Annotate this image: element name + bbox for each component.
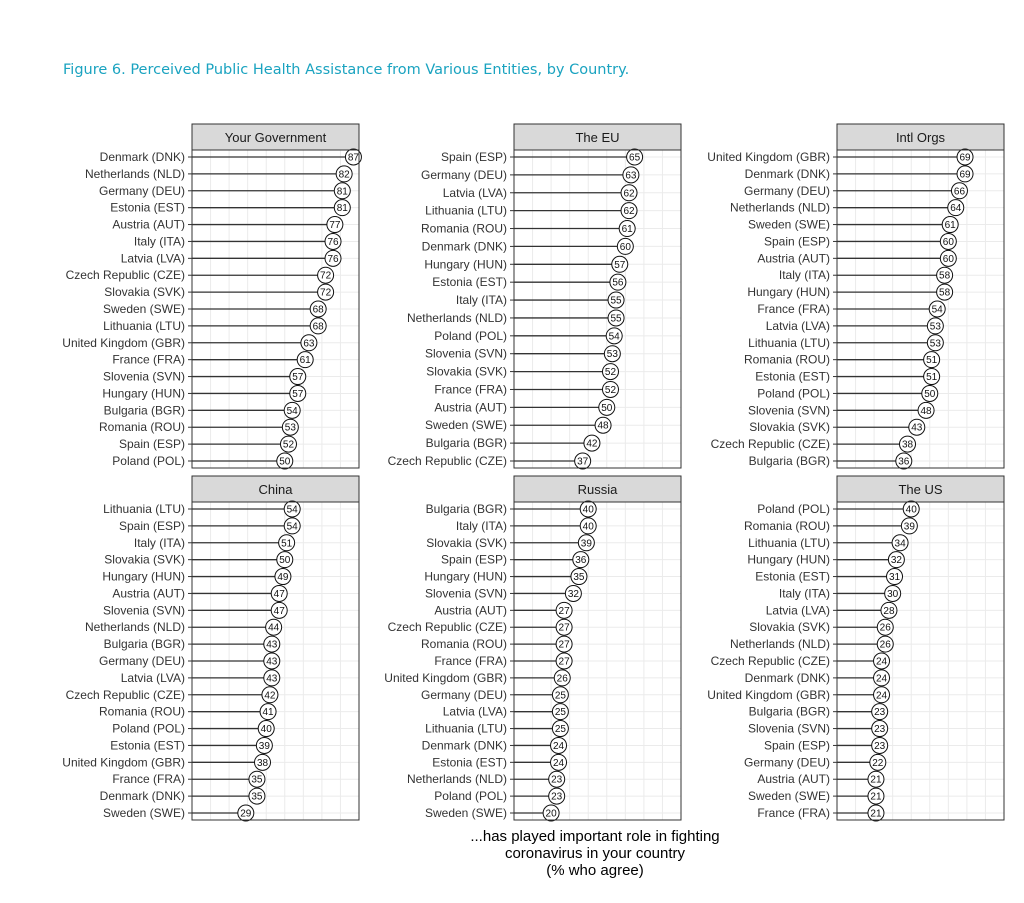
value-label: 63: [625, 170, 637, 182]
value-label: 50: [279, 456, 291, 468]
y-tick-label: Netherlands (NLD): [729, 200, 830, 215]
y-tick-label: Spain (ESP): [763, 234, 830, 249]
value-label: 24: [875, 656, 888, 668]
facet-strip-title: Intl Orgs: [895, 130, 946, 145]
y-tick-label: Estonia (EST): [432, 275, 507, 290]
y-tick-label: Netherlands (NLD): [84, 166, 185, 181]
y-tick-label: Hungary (HUN): [424, 257, 507, 272]
y-tick-label: Lithuania (LTU): [103, 502, 185, 516]
value-label: 61: [299, 355, 311, 367]
y-tick-label: Denmark (DNK): [421, 738, 507, 753]
value-label: 21: [870, 774, 882, 786]
value-label: 54: [608, 331, 620, 343]
value-label: 48: [920, 405, 932, 417]
y-tick-label: Slovakia (SVK): [426, 364, 507, 379]
value-label: 35: [573, 572, 585, 584]
value-label: 52: [604, 367, 617, 379]
value-label: 54: [286, 521, 298, 533]
y-tick-label: Lithuania (LTU): [425, 721, 507, 736]
facet-panel-1: [62, 124, 361, 469]
y-tick-label: Estonia (EST): [110, 738, 185, 753]
y-tick-label: United Kingdom (GBR): [62, 755, 185, 770]
value-label: 64: [950, 203, 962, 215]
value-label: 58: [939, 287, 951, 299]
value-label: 40: [260, 724, 272, 736]
value-label: 62: [623, 206, 635, 218]
facet-panel-6: [707, 476, 1004, 821]
facet-strip-title: The EU: [575, 130, 620, 145]
y-tick-label: Slovakia (SVK): [104, 285, 185, 300]
y-tick-label: Italy (ITA): [778, 268, 830, 283]
y-tick-label: Slovenia (SVN): [102, 369, 185, 384]
y-tick-label: Slovakia (SVK): [104, 552, 185, 567]
y-tick-label: Bulgaria (BGR): [748, 454, 830, 468]
value-label: 27: [558, 656, 570, 668]
value-label: 39: [580, 538, 592, 550]
value-label: 63: [303, 338, 315, 350]
y-tick-label: Denmark (DNK): [421, 239, 507, 254]
value-label: 32: [567, 588, 579, 600]
y-tick-label: Poland (POL): [757, 502, 830, 516]
y-tick-label: Lithuania (LTU): [425, 203, 507, 218]
value-label: 24: [875, 673, 888, 685]
y-tick-label: Lithuania (LTU): [748, 535, 830, 550]
x-axis-label-line-3: (% who agree): [546, 862, 644, 879]
y-tick-label: Netherlands (NLD): [84, 620, 185, 635]
value-label: 53: [929, 321, 941, 333]
y-tick-label: Estonia (EST): [110, 200, 185, 215]
y-tick-label: France (FRA): [434, 654, 507, 668]
y-tick-label: United Kingdom (GBR): [707, 687, 830, 702]
y-tick-label: Bulgaria (BGR): [425, 436, 507, 451]
value-label: 61: [944, 220, 956, 232]
y-tick-label: United Kingdom (GBR): [62, 335, 185, 350]
value-label: 55: [610, 313, 622, 325]
y-tick-label: Slovenia (SVN): [424, 586, 507, 601]
value-label: 31: [888, 572, 901, 584]
y-tick-label: Italy (ITA): [778, 586, 830, 601]
value-label: 68: [312, 321, 324, 333]
y-tick-label: Latvia (LVA): [442, 185, 507, 200]
y-tick-label: France (FRA): [434, 382, 507, 397]
y-tick-label: Hungary (HUN): [102, 386, 185, 401]
value-label: 40: [582, 521, 594, 533]
y-tick-label: Slovenia (SVN): [102, 603, 185, 618]
value-label: 39: [258, 740, 270, 752]
value-label: 41: [262, 707, 274, 719]
facet-strip-title: China: [258, 482, 293, 497]
y-tick-label: Slovenia (SVN): [424, 346, 507, 361]
value-label: 82: [338, 169, 350, 181]
y-tick-label: United Kingdom (GBR): [707, 150, 830, 164]
y-tick-label: Poland (POL): [434, 328, 507, 343]
value-label: 53: [606, 349, 618, 361]
y-tick-label: France (FRA): [757, 302, 830, 316]
y-tick-label: Latvia (LVA): [120, 670, 185, 685]
value-label: 51: [281, 538, 293, 550]
value-label: 43: [266, 673, 278, 685]
value-label: 34: [894, 538, 906, 550]
value-label: 81: [336, 203, 348, 215]
value-label: 56: [612, 277, 624, 289]
y-tick-label: Sweden (SWE): [424, 418, 507, 433]
value-label: 69: [959, 152, 971, 164]
value-label: 21: [870, 791, 882, 803]
y-tick-label: Germany (DEU): [98, 183, 185, 198]
value-label: 47: [273, 605, 285, 617]
value-label: 68: [312, 304, 324, 316]
y-tick-label: France (FRA): [112, 352, 185, 367]
value-label: 60: [942, 236, 954, 248]
value-label: 77: [329, 220, 341, 232]
y-tick-label: Romania (ROU): [743, 518, 830, 533]
y-tick-label: Slovakia (SVK): [749, 620, 830, 635]
y-tick-label: Spain (ESP): [440, 552, 507, 567]
value-label: 40: [905, 504, 917, 516]
facet-panel-3: [707, 124, 1004, 469]
value-label: 37: [577, 456, 589, 468]
y-tick-label: Netherlands (NLD): [729, 637, 830, 652]
value-label: 23: [551, 774, 563, 786]
y-tick-label: Italy (ITA): [133, 535, 185, 550]
value-label: 72: [320, 287, 332, 299]
y-tick-label: Sweden (SWE): [102, 806, 185, 820]
value-label: 26: [879, 622, 891, 634]
value-label: 28: [883, 605, 895, 617]
y-tick-label: Bulgaria (BGR): [103, 637, 185, 652]
value-label: 69: [959, 169, 971, 181]
y-tick-label: Czech Republic (CZE): [65, 687, 185, 702]
value-label: 44: [268, 622, 280, 634]
y-tick-label: Hungary (HUN): [747, 552, 830, 567]
y-tick-label: Austria (AUT): [112, 586, 185, 601]
y-tick-label: Romania (ROU): [98, 704, 185, 719]
value-label: 54: [286, 405, 298, 417]
value-label: 27: [558, 605, 570, 617]
value-label: 62: [623, 188, 635, 200]
facet-strip-title: Russia: [577, 482, 618, 497]
y-tick-label: Poland (POL): [757, 386, 830, 401]
value-label: 42: [586, 438, 598, 450]
y-tick-label: Denmark (DNK): [744, 166, 830, 181]
y-tick-label: France (FRA): [757, 806, 830, 820]
value-label: 54: [931, 304, 943, 316]
value-label: 60: [619, 241, 631, 253]
value-label: 26: [879, 639, 891, 651]
value-label: 72: [320, 270, 332, 282]
value-label: 21: [870, 808, 882, 820]
value-label: 58: [939, 270, 951, 282]
y-tick-label: Spain (ESP): [440, 150, 507, 164]
value-label: 52: [282, 439, 295, 451]
y-tick-label: Estonia (EST): [432, 755, 507, 770]
y-tick-label: Netherlands (NLD): [406, 772, 507, 787]
value-label: 20: [545, 808, 557, 820]
value-label: 22: [872, 757, 884, 769]
value-label: 32: [890, 555, 902, 567]
value-label: 23: [874, 740, 886, 752]
value-label: 50: [924, 388, 936, 400]
y-tick-label: Estonia (EST): [755, 369, 830, 384]
y-tick-label: Czech Republic (CZE): [387, 620, 507, 635]
value-label: 36: [898, 456, 910, 468]
y-tick-label: Germany (DEU): [743, 755, 830, 770]
y-tick-label: Spain (ESP): [763, 738, 830, 753]
value-label: 38: [901, 439, 914, 451]
facet-panel-5: [384, 476, 681, 821]
value-label: 57: [292, 372, 304, 384]
y-tick-label: Bulgaria (BGR): [103, 403, 185, 418]
value-label: 51: [926, 372, 938, 384]
figure-title: Figure 6. Perceived Public Health Assistance from Various Entities, by Country.: [63, 62, 630, 78]
y-tick-label: Spain (ESP): [118, 437, 185, 452]
y-tick-label: Netherlands (NLD): [406, 310, 507, 325]
value-label: 48: [597, 420, 609, 432]
y-tick-label: Italy (ITA): [455, 293, 507, 308]
value-label: 43: [266, 656, 278, 668]
y-tick-label: Poland (POL): [434, 789, 507, 804]
value-label: 60: [942, 253, 954, 265]
facet-panel-4: [62, 476, 359, 821]
y-tick-label: Denmark (DNK): [99, 789, 185, 804]
facet-strip-title: Your Government: [224, 130, 327, 145]
value-label: 61: [621, 224, 633, 236]
value-label: 53: [284, 422, 296, 434]
y-tick-label: Czech Republic (CZE): [387, 454, 507, 468]
value-label: 30: [887, 588, 899, 600]
y-tick-label: Sweden (SWE): [102, 302, 185, 316]
y-tick-label: Latvia (LVA): [765, 603, 830, 618]
y-tick-label: Czech Republic (CZE): [710, 437, 830, 452]
y-tick-label: United Kingdom (GBR): [384, 670, 507, 685]
value-label: 25: [554, 707, 566, 719]
y-tick-label: Austria (AUT): [757, 772, 830, 787]
y-tick-label: Sweden (SWE): [747, 217, 830, 232]
value-label: 57: [292, 388, 304, 400]
value-label: 24: [875, 690, 888, 702]
value-label: 23: [551, 791, 563, 803]
value-label: 57: [614, 259, 626, 271]
value-label: 36: [575, 555, 587, 567]
y-tick-label: Romania (ROU): [420, 221, 507, 236]
y-tick-label: Denmark (DNK): [744, 670, 830, 685]
y-tick-label: Slovakia (SVK): [426, 535, 507, 550]
value-label: 24: [552, 757, 565, 769]
value-label: 66: [953, 186, 966, 198]
x-axis-label-line-1: ...has played important role in fighting: [470, 828, 720, 845]
y-tick-label: Lithuania (LTU): [748, 335, 830, 350]
y-tick-label: Poland (POL): [112, 454, 185, 468]
y-tick-label: Estonia (EST): [755, 569, 830, 584]
y-tick-label: Romania (ROU): [98, 420, 185, 435]
y-tick-label: Czech Republic (CZE): [65, 268, 185, 283]
value-label: 42: [264, 690, 276, 702]
y-tick-label: Romania (ROU): [743, 352, 830, 367]
value-label: 23: [874, 724, 886, 736]
y-tick-label: Slovenia (SVN): [747, 403, 830, 418]
value-label: 50: [279, 555, 291, 567]
value-label: 54: [286, 504, 298, 516]
value-label: 47: [273, 588, 285, 600]
value-label: 76: [327, 253, 339, 265]
y-tick-label: Hungary (HUN): [102, 569, 185, 584]
value-label: 50: [601, 402, 613, 414]
y-tick-label: Italy (ITA): [133, 234, 185, 249]
value-label: 25: [554, 724, 566, 736]
facet-strip-title: The US: [898, 482, 943, 497]
y-tick-label: Latvia (LVA): [120, 251, 185, 266]
y-tick-label: Germany (DEU): [420, 167, 507, 182]
y-tick-label: Germany (DEU): [98, 654, 185, 668]
value-label: 35: [251, 774, 263, 786]
value-label: 49: [277, 572, 289, 584]
y-tick-label: Czech Republic (CZE): [710, 654, 830, 668]
value-label: 53: [929, 338, 941, 350]
value-label: 25: [554, 690, 566, 702]
value-label: 38: [256, 757, 269, 769]
y-tick-label: Austria (AUT): [112, 217, 185, 232]
y-tick-label: Slovenia (SVN): [747, 721, 830, 736]
value-label: 40: [582, 504, 594, 516]
y-tick-label: Denmark (DNK): [99, 150, 185, 164]
y-tick-label: Sweden (SWE): [424, 806, 507, 820]
value-label: 81: [336, 186, 348, 198]
value-label: 52: [604, 384, 617, 396]
y-tick-label: Latvia (LVA): [442, 704, 507, 719]
facet-panel-2: [388, 124, 681, 469]
value-label: 51: [926, 355, 938, 367]
value-label: 27: [558, 622, 570, 634]
y-tick-label: Lithuania (LTU): [103, 318, 185, 333]
value-label: 87: [347, 152, 359, 164]
y-tick-label: Slovakia (SVK): [749, 420, 830, 435]
y-tick-label: Sweden (SWE): [747, 789, 830, 804]
x-axis-label-line-2: coronavirus in your country: [504, 845, 686, 862]
value-label: 29: [240, 808, 252, 820]
y-tick-label: Latvia (LVA): [765, 318, 830, 333]
value-label: 65: [629, 152, 641, 164]
y-tick-label: Bulgaria (BGR): [748, 704, 830, 719]
y-tick-label: Austria (AUT): [434, 603, 507, 618]
value-label: 35: [251, 791, 263, 803]
y-tick-label: Germany (DEU): [743, 183, 830, 198]
value-label: 27: [558, 639, 570, 651]
value-label: 24: [552, 740, 565, 752]
y-tick-label: France (FRA): [112, 772, 185, 787]
y-tick-label: Spain (ESP): [118, 518, 185, 533]
value-label: 76: [327, 236, 339, 248]
value-label: 43: [266, 639, 278, 651]
y-tick-label: Italy (ITA): [455, 518, 507, 533]
y-tick-label: Germany (DEU): [420, 687, 507, 702]
value-label: 55: [610, 295, 622, 307]
value-label: 26: [556, 673, 568, 685]
y-tick-label: Hungary (HUN): [424, 569, 507, 584]
value-label: 39: [903, 521, 915, 533]
x-axis-label: [440, 828, 750, 879]
y-tick-label: Romania (ROU): [420, 637, 507, 652]
y-tick-label: Hungary (HUN): [747, 285, 830, 300]
y-tick-label: Austria (AUT): [434, 400, 507, 415]
y-tick-label: Austria (AUT): [757, 251, 830, 266]
y-tick-label: Bulgaria (BGR): [425, 502, 507, 516]
value-label: 23: [874, 707, 886, 719]
y-tick-label: Poland (POL): [112, 721, 185, 736]
value-label: 43: [911, 422, 923, 434]
